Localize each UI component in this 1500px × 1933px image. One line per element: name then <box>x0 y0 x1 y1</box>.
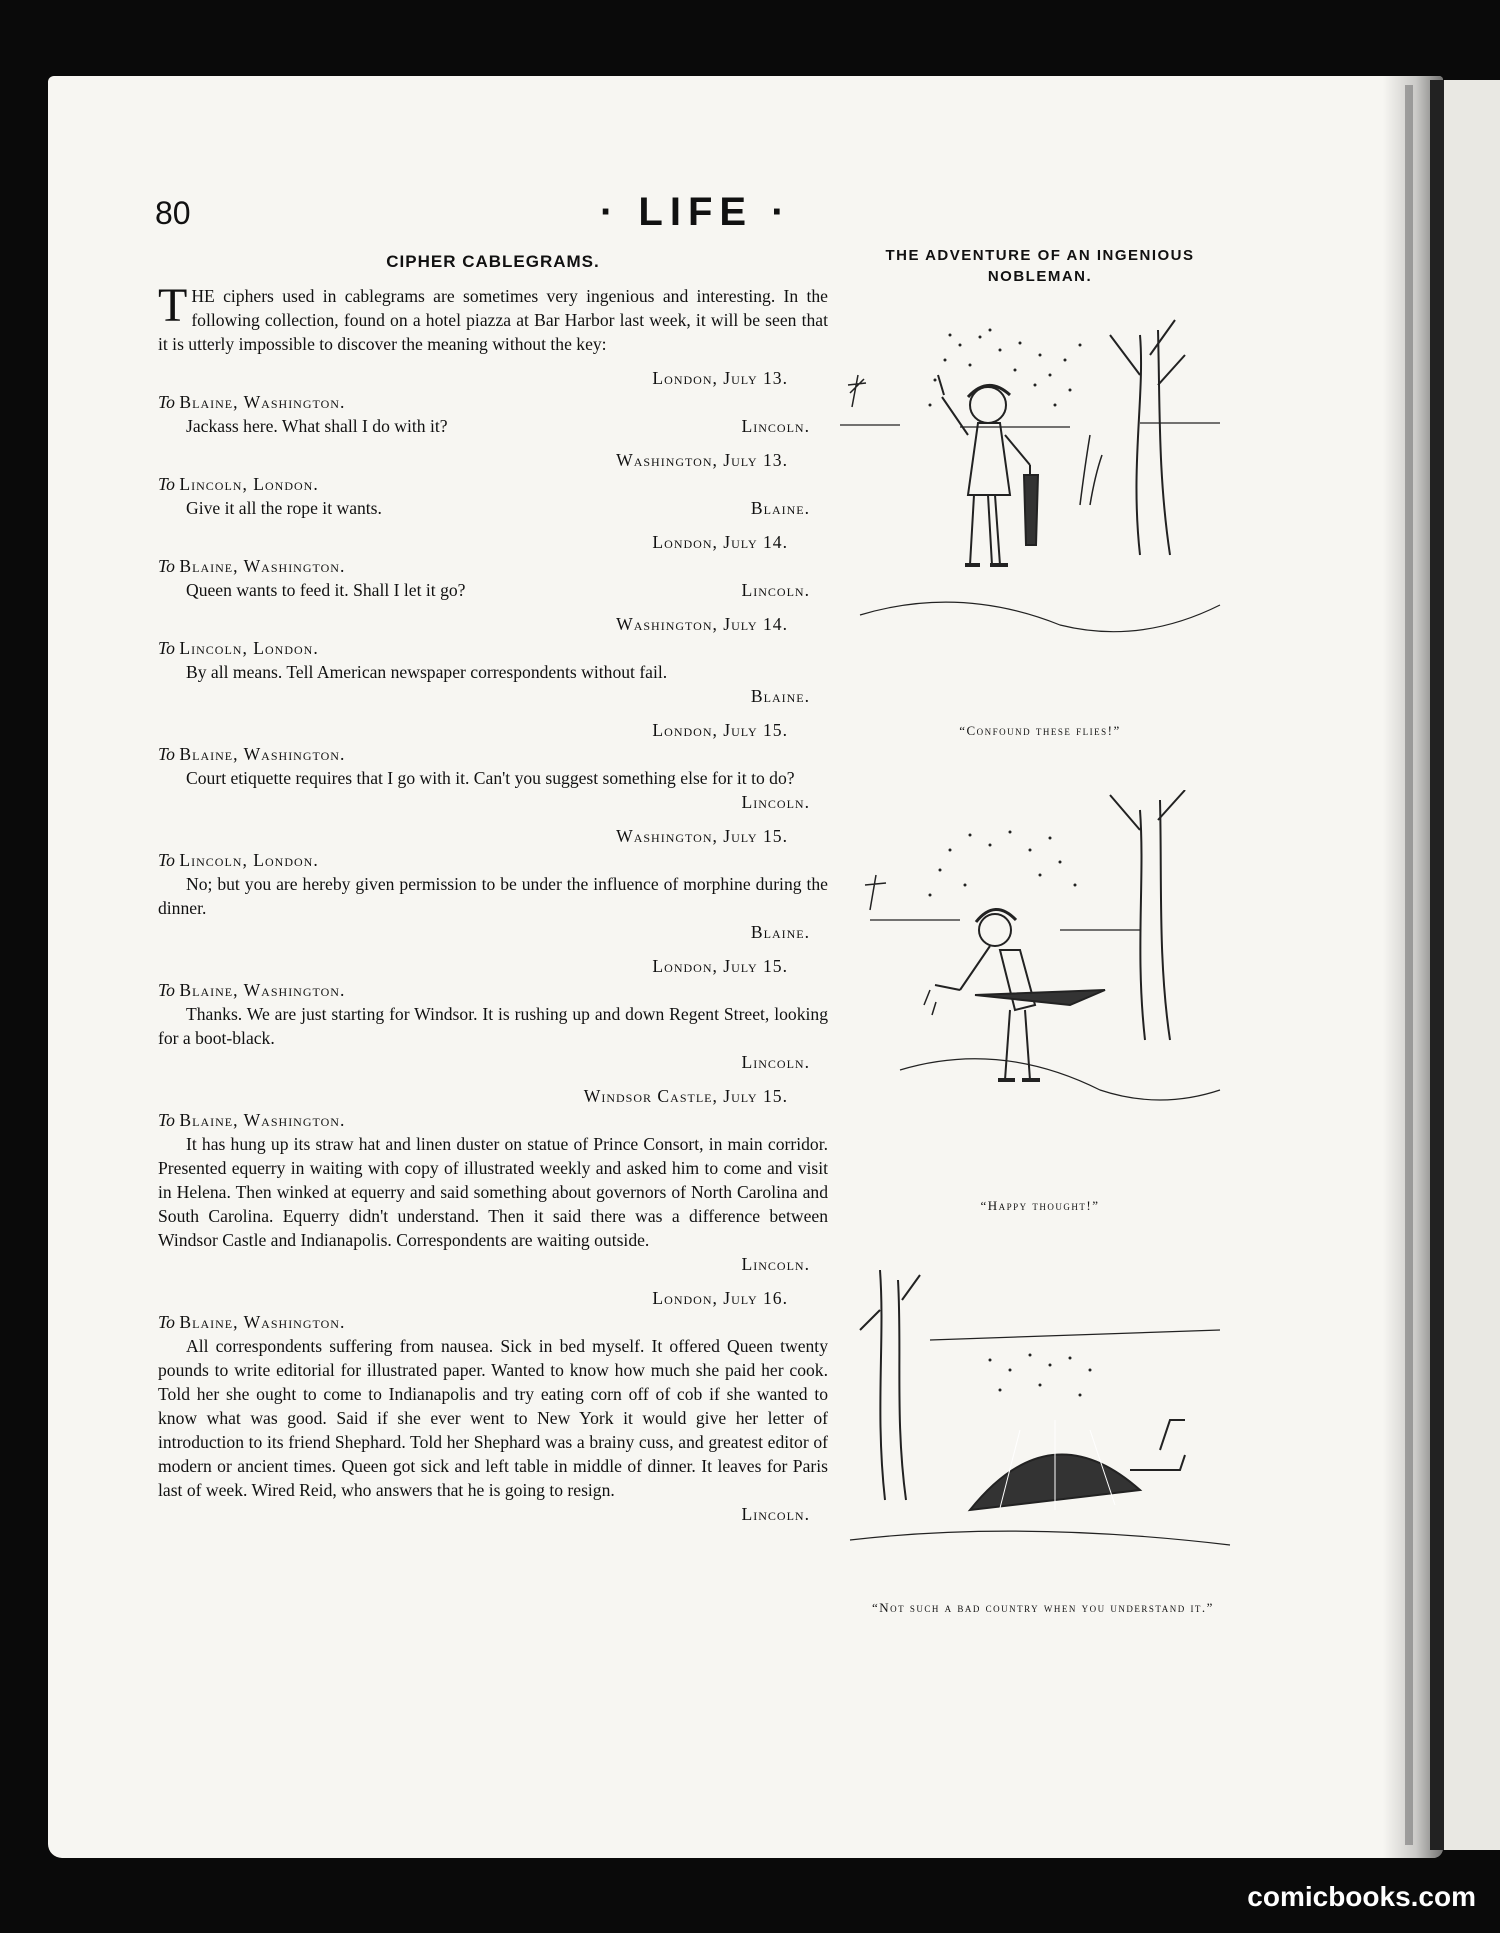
cartoon-title: THE ADVENTURE OF AN INGENIOUS NOBLEMAN. <box>885 247 1195 285</box>
intro-text: HE ciphers used in cablegrams are sometimes very ingenious and interesting. In the following collection, found on a hotel piazza at Bar Harbor last week, it will be seen that it is utterly impossible to discover the meaning without the key: <box>158 286 828 354</box>
cablegram-message: No; but you are hereby given permission to be under the influence of morphine during the dinner. <box>158 874 828 918</box>
addressee-prefix: To <box>158 1110 175 1130</box>
addressee-prefix: To <box>158 638 175 658</box>
addressee-prefix: To <box>158 850 175 870</box>
article-column <box>158 250 828 1526</box>
cablegram-message: By all means. Tell American newspaper correspondents without fail. <box>186 662 668 682</box>
cablegram-addressee <box>158 636 828 660</box>
page-gutter <box>1405 85 1413 1845</box>
addressee-prefix: To <box>158 980 175 1000</box>
page-number: 80 <box>155 195 191 231</box>
addressee-name: Blaine, Washington. <box>179 1110 346 1130</box>
cablegram-signature: Lincoln. <box>741 1254 810 1274</box>
cartoon-panel-2 <box>840 790 1240 1214</box>
caption-3: “Not such a bad country when you understand it.” <box>872 1600 1214 1615</box>
article-title: CIPHER CABLEGRAMS. <box>386 252 600 271</box>
cablegram-message: Jackass here. What shall I do with it? <box>186 416 448 436</box>
adjacent-page-shadow <box>1430 80 1444 1850</box>
cablegram <box>158 1286 828 1526</box>
cartoon-illustration-flies <box>840 315 1240 715</box>
cablegram-addressee <box>158 1310 828 1334</box>
cablegram-signature: Lincoln. <box>741 792 810 812</box>
cablegram-signature: Lincoln. <box>741 580 810 600</box>
addressee-prefix: To <box>158 474 175 494</box>
cartoon-panel-3 <box>840 1270 1240 1618</box>
cablegram-signature: Blaine. <box>750 498 810 518</box>
cablegram <box>158 530 828 602</box>
cablegram-message: Queen wants to feed it. Shall I let it go? <box>186 580 466 600</box>
cablegram-addressee <box>158 848 828 872</box>
cablegram-dateline: London, July 15. <box>652 956 788 976</box>
addressee-name: Blaine, Washington. <box>179 980 346 1000</box>
cablegram-message: It has hung up its straw hat and linen duster on statue of Prince Consort, in main corridor. Presented equerry in waiting with copy of illustrated weekly and asked him to come and visit in Helena. Then winked at equerry and said something about governors of North Carolina and South Carolina. Equerry didn't understand. Then it said there was a difference between Windsor Castle and Indianapolis. Correspondents are waiting outside. <box>158 1134 828 1250</box>
cablegram-dateline: Windsor Castle, July 15. <box>583 1086 788 1106</box>
cablegram-dateline: Washington, July 14. <box>616 614 788 634</box>
cablegram-message: Thanks. We are just starting for Windsor. It is rushing up and down Regent Street, looking for a boot-black. <box>158 1004 828 1048</box>
cablegram <box>158 954 828 1074</box>
cablegram-signature: Blaine. <box>750 686 810 706</box>
cablegram-message: All correspondents suffering from nausea. Sick in bed myself. It offered Queen twenty pounds to write editorial for illustrated paper. Wanted to know how much she paid her cook. Told her she ought to come to Indianapolis and try eating corn off of cob if she wanted to know what was good. Said if she ever went to New York it would give her letter of introduction to its friend Shephard. Told her Shephard was a brainy cuss, and greatest editor of modern or ancient times. Queen got sick and left table in middle of dinner. It leaves for Paris last of week. Wired Reid, who answers that he is going to resign. <box>158 1336 828 1500</box>
addressee-name: Blaine, Washington. <box>179 744 346 764</box>
cablegram <box>158 718 828 814</box>
cablegram-body <box>158 578 828 602</box>
cablegram-list <box>158 366 828 1526</box>
addressee-prefix: To <box>158 744 175 764</box>
cablegram-addressee <box>158 554 828 578</box>
cablegram-dateline: London, July 15. <box>652 720 788 740</box>
cablegram-message: Give it all the rope it wants. <box>186 498 382 518</box>
cablegram-dateline: London, July 13. <box>652 368 788 388</box>
caption-2: “Happy thought!” <box>980 1198 1100 1213</box>
addressee-name: Blaine, Washington. <box>179 1312 346 1332</box>
cablegram-dateline: Washington, July 15. <box>616 826 788 846</box>
cablegram-signature: Blaine. <box>750 922 810 942</box>
cablegram <box>158 366 828 438</box>
addressee-name: Lincoln, London. <box>179 638 319 658</box>
addressee-prefix: To <box>158 1312 175 1332</box>
cablegram <box>158 612 828 708</box>
addressee-name: Blaine, Washington. <box>179 556 346 576</box>
cablegram-body <box>158 496 828 520</box>
drop-cap: T <box>158 279 188 332</box>
addressee-name: Blaine, Washington. <box>179 392 346 412</box>
addressee-prefix: To <box>158 392 175 412</box>
cablegram <box>158 448 828 520</box>
cablegram-dateline: Washington, July 13. <box>616 450 788 470</box>
cartoon-column <box>840 245 1240 1615</box>
article-intro <box>158 279 828 356</box>
cablegram-addressee <box>158 472 828 496</box>
addressee-name: Lincoln, London. <box>179 474 319 494</box>
cablegram-signature: Lincoln. <box>741 1504 810 1524</box>
cablegram-dateline: London, July 16. <box>652 1288 788 1308</box>
watermark: comicbooks.com <box>1247 1881 1476 1912</box>
cablegram <box>158 824 828 944</box>
magazine-masthead: · LIFE · <box>600 190 792 234</box>
cablegram-addressee <box>158 1108 828 1132</box>
cablegram-signature: Lincoln. <box>741 416 810 436</box>
cablegram-addressee <box>158 978 828 1002</box>
cartoon-illustration-resting <box>840 1270 1240 1590</box>
cablegram <box>158 1084 828 1276</box>
cablegram-dateline: London, July 14. <box>652 532 788 552</box>
addressee-name: Lincoln, London. <box>179 850 319 870</box>
cablegram-addressee <box>158 742 828 766</box>
cablegram-message: Court etiquette requires that I go with it. Can't you suggest something else for it to do? <box>186 768 795 788</box>
cablegram-addressee <box>158 390 828 414</box>
cartoon-panel-1 <box>840 315 1240 739</box>
caption-1: “Confound these flies!” <box>959 723 1121 738</box>
cablegram-signature: Lincoln. <box>741 1052 810 1072</box>
cablegram-body <box>158 414 828 438</box>
cartoon-illustration-umbrella <box>840 790 1240 1190</box>
addressee-prefix: To <box>158 556 175 576</box>
